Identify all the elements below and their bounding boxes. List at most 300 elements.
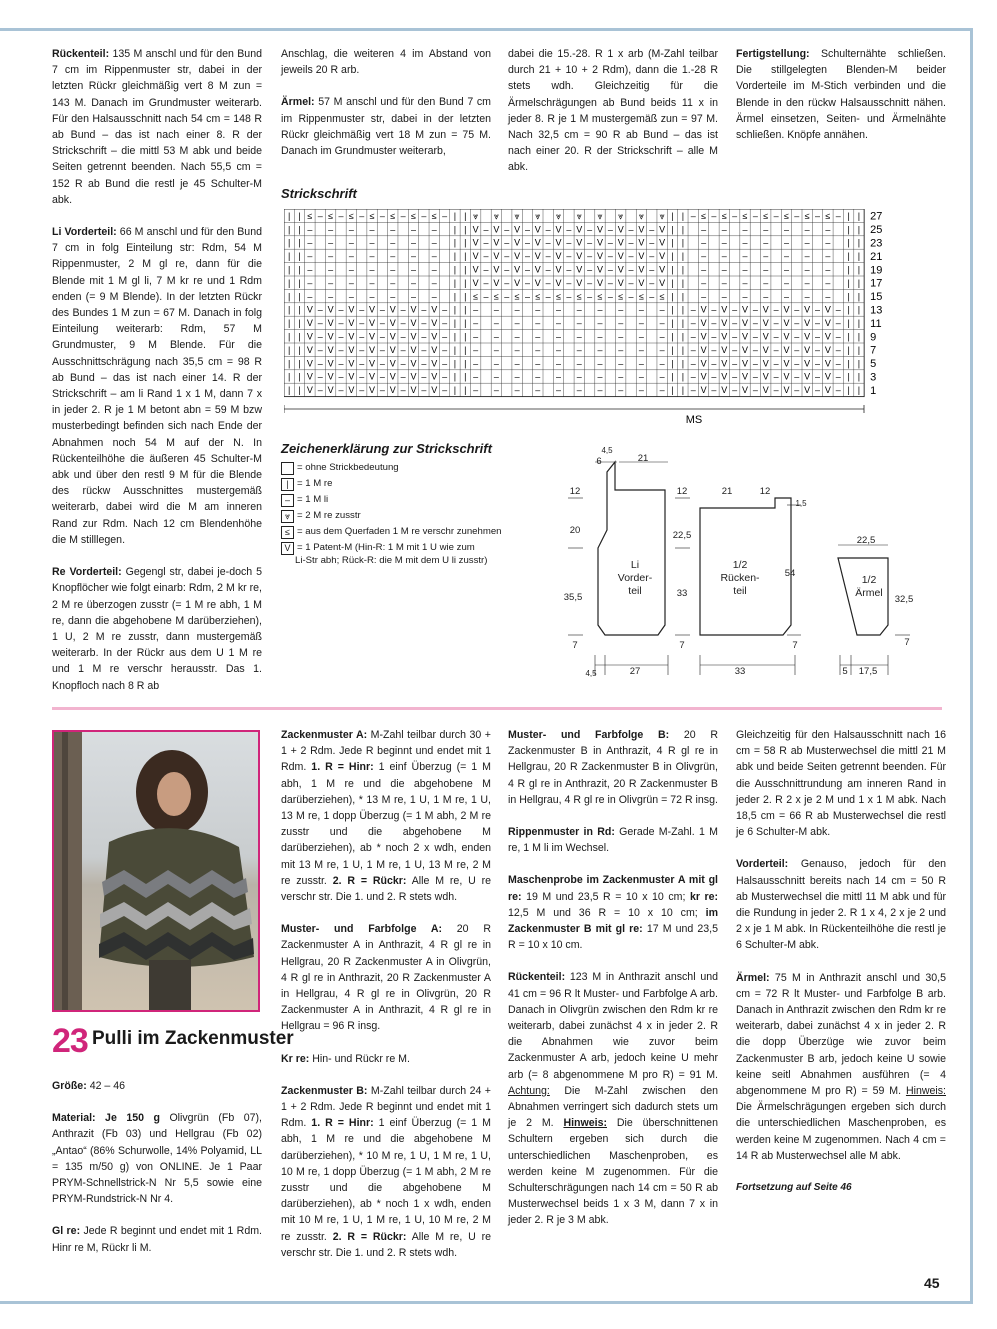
chart-cell-symbol: ⩔ — [493, 210, 499, 221]
legend-increase-symbol: ≤ — [281, 526, 294, 539]
chart-cell-symbol: – — [638, 344, 644, 355]
chart-cell-symbol: – — [317, 210, 323, 221]
chart-cell-symbol: | — [453, 277, 457, 288]
rueckenteil-b-text3: Die überschnittenen Schultern ergeben sich durch die unterschiedlichen Maschenproben, es werden keine M zugenommen. Für die Schulterschrägungen nach 14 cm = 50 R ab Musterwechsel beids 1 x 3 M, dann 7 x in jeder 2. R je 3 M abk. — [508, 1117, 718, 1227]
chart-cell-symbol: V — [534, 224, 541, 235]
chart-cell-symbol: – — [721, 277, 727, 288]
chart-cell-symbol: – — [566, 277, 572, 288]
front-piece-outline — [598, 462, 665, 635]
chart-cell-symbol: – — [815, 331, 821, 342]
chart-cell-symbol: V — [804, 344, 811, 355]
chart-cell-symbol: V — [472, 224, 479, 235]
chart-cell-symbol: | — [681, 277, 685, 288]
sleeve-piece-label: 1/2 Ärmel — [855, 574, 883, 599]
chart-cell-symbol: – — [711, 358, 717, 369]
chart-cell-symbol: – — [752, 318, 758, 329]
chart-cell-symbol: | — [288, 237, 291, 248]
chart-cell-symbol: V — [742, 344, 749, 355]
krre-text: Hin- und Rückr re M. — [312, 1052, 410, 1065]
chart-cell-symbol: – — [628, 237, 634, 248]
chart-cell-symbol: – — [328, 224, 334, 235]
chart-cell-symbol: – — [431, 264, 437, 275]
chart-cell-symbol: – — [701, 237, 707, 248]
chart-cell-symbol: – — [607, 251, 613, 262]
chart-cell-symbol: – — [400, 210, 406, 221]
chart-cell-symbol: | — [464, 344, 467, 355]
zackenmuster-a-text3: Alle M re, U re verschr str. Die 1. und 2. R stets wdh. — [281, 874, 492, 904]
chart-cell-symbol: – — [400, 358, 406, 369]
chart-cell-symbol: | — [857, 304, 861, 315]
chart-cell-symbol: ⩔ — [576, 210, 582, 221]
chart-cell-symbol: V — [514, 277, 521, 288]
chart-cell-symbol: – — [835, 318, 841, 329]
chart-cell-symbol: V — [472, 264, 479, 275]
dim-vt-35-5: 35,5 — [563, 592, 583, 603]
chart-cell-symbol: | — [464, 304, 467, 315]
chart-cell-symbol: – — [794, 304, 800, 315]
chart-cell-symbol: ≤ — [328, 210, 334, 221]
chart-cell-symbol: V — [596, 264, 603, 275]
re-vorderteil-text: Gegengl str, dabei je-doch 5 Knopflöcher wie folgt einarb: Rdm, 2 M kr re, 2 M re überzogen zusstr (= 1 M re abh, 1 M re, dann die abgehobene M darüberziehen), 1 U, 2 M re zusstr, dann mustergemäß weiterarb. In der Rückr aus dem U 1 M re und 1 M re verschr herausstr. Das 1. Knopfloch nach 8 R ab — [52, 566, 262, 692]
rueckenteil-b-heading: Rückenteil: — [508, 971, 566, 984]
chart-cell-symbol: V — [700, 385, 707, 396]
chart-cell-symbol: – — [338, 358, 344, 369]
chart-cell-symbol: V — [638, 237, 645, 248]
chart-cell-symbol: | — [671, 331, 674, 342]
chart-cell-symbol: | — [298, 304, 301, 315]
chart-cell-symbol: ≤ — [618, 291, 624, 302]
rueckenteil-text: 135 M anschl und für den Bund 7 cm im Rippenmuster str, dabei in der letzten Rückr gleichmäßig vert 8 M zun = 143 M. Danach im Grundmuster weiterarb. Für den Halsausschnitt nach 54 cm = 148 R ab Bund – das ist nach einer 8. R der Strickschrift – die mittl 53 M abk und beide Seiten getrennt beenden. Nach 55,5 cm = 152 R ab Bund die restl je 45 Schulter-M abk. — [52, 48, 262, 206]
chart-cell-symbol: V — [762, 371, 769, 382]
chart-cell-symbol: – — [524, 224, 530, 235]
chart-cell-symbol: – — [618, 344, 624, 355]
chart-cell-symbol: – — [545, 237, 551, 248]
chart-cell-symbol: – — [649, 224, 655, 235]
model-photo — [52, 730, 260, 1012]
chart-cell-symbol: – — [815, 304, 821, 315]
continuation-note: Fortsetzung auf Seite 46 — [736, 1182, 852, 1194]
chart-cell-symbol: – — [514, 358, 520, 369]
chart-cell-symbol: – — [348, 264, 354, 275]
chart-cell-symbol: | — [464, 331, 467, 342]
maschenprobe-text3: 17 M und 23,5 R = 10 x 10 cm. — [508, 923, 718, 952]
chart-cell-symbol: – — [328, 277, 334, 288]
chart-cell-symbol: – — [421, 331, 427, 342]
chart-cell-symbol: – — [587, 291, 593, 302]
dim-vt-6: 6 — [596, 456, 602, 467]
chart-cell-symbol: V — [327, 371, 334, 382]
chart-cell-symbol: – — [659, 344, 665, 355]
chart-cell-symbol: | — [298, 264, 301, 275]
chart-cell-symbol: V — [659, 224, 666, 235]
krre-heading: Kr re: — [281, 1052, 310, 1065]
chart-cell-symbol: – — [369, 224, 375, 235]
chart-cell-symbol: V — [742, 318, 749, 329]
chart-cell-symbol: – — [763, 224, 769, 235]
chart-cell-symbol: | — [681, 304, 685, 315]
chart-cell-symbol: – — [359, 344, 365, 355]
chart-cell-symbol: – — [535, 304, 541, 315]
dim-vt-22-5: 22,5 — [672, 530, 692, 541]
muster-farbfolge-b-text: 20 R Zackenmuster B in Anthrazit, 4 R gl re in Hellgrau, 20 R Zackenmuster B in Olivgrün, 4 R gl re in Anthrazit, 20 R Zackenmuster B in Hellgrau, 4 R gl re in Olivgrün = 72 R insg. — [508, 729, 718, 806]
chart-cell-symbol: V — [576, 224, 583, 235]
chart-cell-symbol: – — [369, 277, 375, 288]
chart-cell-symbol: | — [288, 210, 291, 221]
chart-cell-symbol: | — [298, 210, 301, 221]
chart-cell-symbol: V — [742, 385, 749, 396]
chart-cell-symbol: | — [681, 371, 685, 382]
chart-cell-symbol: | — [464, 251, 467, 262]
chart-cell-symbol: | — [453, 264, 457, 275]
muster-farbfolge-a-heading: Muster- und Farbfolge A: — [281, 923, 443, 936]
chart-cell-symbol: – — [473, 385, 479, 396]
chart-cell-symbol: | — [453, 291, 457, 302]
chart-cell-symbol: – — [825, 251, 831, 262]
chart-cell-symbol: – — [794, 385, 800, 396]
chart-cell-symbol: – — [576, 385, 582, 396]
zackenmuster-b-text3: Alle M re, U re verschr str. Die 1. und 2. R stets wdh. — [281, 1230, 492, 1259]
chart-cell-symbol: V — [659, 237, 666, 248]
chart-cell-symbol: – — [524, 291, 530, 302]
chart-cell-symbol: – — [618, 385, 624, 396]
chart-cell-symbol: ≤ — [825, 210, 831, 221]
chart-cell-symbol: – — [535, 358, 541, 369]
chart-cell-symbol: – — [835, 385, 841, 396]
chart-cell-symbol: | — [298, 371, 301, 382]
chart-cell-symbol: ≤ — [307, 210, 313, 221]
chart-cell-symbol: – — [607, 277, 613, 288]
chart-cell-symbol: V — [824, 304, 831, 315]
chart-cell-symbol: – — [400, 318, 406, 329]
chart-cell-symbol: – — [493, 344, 499, 355]
chart-cell-symbol: – — [410, 224, 417, 235]
chart-cell-symbol: ≤ — [369, 210, 375, 221]
chart-cell-symbol: | — [453, 344, 457, 355]
chart-cell-symbol: V — [534, 264, 541, 275]
muster-farbfolge-a-text: 20 R Zackenmuster A in Anthrazit, 4 R gl re in Hellgrau, 20 R Zackenmuster A in Olivgrün, 4 R gl re in Anthrazit, 20 R Zackenmuster A in Hellgrau, 4 R gl re in Olivgrün, 20 R Zackenmuster A in Anthrazit, 4 R gl re in Hellgrau = 96 R insg. — [281, 923, 491, 1033]
chart-cell-symbol: | — [847, 264, 850, 275]
chart-cell-symbol: – — [607, 264, 613, 275]
chart-cell-symbol: | — [857, 385, 861, 396]
chart-cell-symbol: V — [638, 277, 645, 288]
chart-cell-symbol: – — [752, 371, 758, 382]
chart-cell-symbol: V — [431, 385, 438, 396]
chart-cell-symbol: – — [421, 304, 427, 315]
chart-cell-symbol: V — [327, 344, 334, 355]
chart-cell-symbol: V — [410, 358, 417, 369]
chart-cell-symbol: – — [597, 371, 603, 382]
chart-cell-symbol: – — [711, 331, 717, 342]
chart-cell-symbol: – — [732, 371, 738, 382]
chart-cell-symbol: – — [783, 291, 789, 302]
chart-cell-symbol: – — [638, 331, 644, 342]
chart-cell-symbol: | — [857, 224, 861, 235]
chart-cell-symbol: | — [847, 237, 850, 248]
chart-cell-symbol: V — [369, 304, 376, 315]
chart-cell-symbol: V — [804, 358, 811, 369]
chart-cell-symbol: – — [773, 331, 779, 342]
chart-cell-symbol: – — [421, 371, 427, 382]
dim-vt-20: 20 — [569, 525, 581, 536]
chart-cell-symbol: V — [555, 251, 562, 262]
model-photo-illustration — [54, 732, 258, 1010]
chart-cell-symbol: – — [535, 385, 541, 396]
chart-cell-symbol: V — [514, 264, 521, 275]
chart-cell-symbol: V — [659, 277, 666, 288]
chart-cell-symbol: – — [473, 304, 479, 315]
chart-cell-symbol: V — [472, 251, 479, 262]
chart-cell-symbol: | — [298, 344, 301, 355]
chart-cell-symbol: | — [464, 210, 467, 221]
material-heading: Material: Je 150 g — [52, 1112, 160, 1125]
chart-cell-symbol: – — [815, 344, 821, 355]
chart-cell-symbol: – — [825, 237, 831, 248]
li-vorderteil-text: 66 M anschl und für den Bund 7 cm in folg Einteilung str: Rdm, 54 M Rippenmuster, 2 M gl re, dann für die Blende mit 1 M gl li, 7 M kr re und 1 Rdm enden (= 9 M Blende). In der letzten Rückr des Bundes 1 M zun = 67 M. Danach in folg Einteilung weiterarb: Rdm, 57 M Grundmuster, 9 M Blende. Für die Ausschnittschrägung nach 35,5 cm = 98 R ab Bund – das ist nach einer 14. R der Strickschrift – am li Rand 1 x 1 M, dann 7 x in jeder 2. R je 1 M betont abn = 59 M bzw musterbedingt befinden sich nach Ende der Abnahmen noch 54 M auf der N. In Rückenteilhöhe die äußeren 45 Schulter-M abk und über den restl 9 M für die Blende des rückw Ausschnittes mustergemäß weiterarb, dabei wird die M am inneren Rand zur Rdm. Nach 12 cm Blendenhöhe die M stilllegen. — [52, 226, 262, 546]
chart-cell-symbol: V — [306, 318, 313, 329]
chart-cell-symbol: – — [638, 358, 644, 369]
aermel-b-heading: Ärmel: — [736, 971, 770, 984]
chart-cell-symbol: | — [857, 251, 861, 262]
chart-cell-symbol: V — [659, 251, 666, 262]
chart-cell-symbol: V — [783, 304, 790, 315]
chart-cell-symbol: – — [742, 251, 748, 262]
zackenmuster-a-rueckr: 2. R = Rückr: — [332, 874, 407, 887]
chart-cell-symbol: – — [711, 210, 717, 221]
chart-cell-symbol: V — [369, 358, 376, 369]
chart-cell-symbol: – — [763, 264, 769, 275]
chart-cell-symbol: V — [576, 277, 583, 288]
chart-cell-symbol: – — [400, 371, 406, 382]
chart-cell-symbol: – — [307, 237, 313, 248]
chart-cell-symbol: V — [472, 237, 479, 248]
front-piece-label: Li Vorder-teil — [617, 559, 653, 597]
chart-cell-symbol: | — [464, 237, 467, 248]
chart-cell-symbol: – — [835, 304, 841, 315]
halsausschnitt-text: Gleichzeitig für den Halsausschnitt nach 16 cm = 58 R ab Musterwechsel die mittl 21 M abk und beide Seiten getrennt beenden. Für die Ausschnittrundung am inneren Rand in jeder 2. R 2 x je 2 M und 1 x 1 M abk. Nach 18,5 cm = 66 R ab Musterwechsel die restl je 6 Schulter-M abk. — [736, 729, 946, 839]
chart-cell-symbol: – — [732, 344, 738, 355]
chart-cell-symbol: – — [607, 224, 613, 235]
chart-cell-symbol: – — [390, 237, 396, 248]
chart-cell-symbol: | — [857, 318, 861, 329]
chart-cell-symbol: | — [453, 371, 457, 382]
chart-cell-symbol: V — [555, 277, 562, 288]
chart-cell-symbol: ⩔ — [597, 210, 603, 221]
chart-cell-symbol: ⩔ — [659, 210, 665, 221]
chart-cell-symbol: – — [835, 331, 841, 342]
chart-cell-symbol: | — [288, 291, 291, 302]
chart-cell-symbol: V — [369, 331, 376, 342]
chart-cell-symbol: V — [783, 318, 790, 329]
chart-cell-symbol: – — [556, 385, 562, 396]
chart-cell-symbol: | — [671, 344, 674, 355]
groesse-heading: Größe: — [52, 1080, 87, 1092]
chart-cell-symbol: | — [681, 318, 685, 329]
chart-cell-symbol: | — [857, 371, 861, 382]
chart-cell-symbol: – — [390, 264, 396, 275]
chart-cell-symbol: – — [576, 371, 582, 382]
chart-cell-symbol: – — [628, 224, 634, 235]
chart-cell-symbol: V — [514, 251, 521, 262]
chart-cell-symbol: – — [587, 264, 593, 275]
chart-cell-symbol: – — [317, 331, 323, 342]
chart-cell-symbol: ≤ — [556, 291, 562, 302]
dim-rt-7: 7 — [792, 640, 798, 651]
chart-cell-symbol: – — [400, 344, 406, 355]
chart-cell-symbol: V — [348, 344, 355, 355]
chart-cell-symbol: V — [596, 251, 603, 262]
legend-title: Zeichenerklärung zur Strickschrift — [281, 441, 492, 456]
chart-cell-symbol: – — [410, 264, 417, 275]
rippenmuster-heading: Rippenmuster in Rd: — [508, 826, 615, 839]
chart-cell-symbol: ≤ — [493, 291, 499, 302]
chart-row-number: 27 — [870, 210, 883, 223]
chart-cell-symbol: – — [483, 277, 489, 288]
chart-cell-symbol: V — [327, 358, 334, 369]
chart-cell-symbol: | — [681, 358, 685, 369]
chart-cell-symbol: V — [638, 264, 645, 275]
chart-cell-symbol: – — [638, 304, 644, 315]
chart-cell-symbol: – — [794, 371, 800, 382]
chart-cell-symbol: – — [638, 318, 644, 329]
chart-cell-symbol: | — [671, 385, 674, 396]
chart-cell-symbol: ≤ — [597, 291, 603, 302]
chart-cell-symbol: | — [298, 237, 301, 248]
chart-cell-symbol: | — [671, 291, 674, 302]
chart-cell-symbol: – — [742, 291, 748, 302]
zackenmuster-b-hinr: 1. R = Hinr: — [311, 1117, 374, 1130]
back-piece-label: 1/2 Rücken-teil — [720, 559, 760, 597]
chart-cell-symbol: – — [649, 237, 655, 248]
chart-cell-symbol: | — [681, 210, 685, 221]
chart-cell-symbol: | — [681, 237, 685, 248]
chart-cell-symbol: – — [701, 264, 707, 275]
chart-cell-symbol: V — [369, 371, 376, 382]
chart-cell-symbol: – — [338, 304, 344, 315]
rueckenteil-heading: Rückenteil: — [52, 48, 110, 60]
chart-cell-symbol: V — [389, 358, 396, 369]
chart-cell-symbol: – — [618, 318, 624, 329]
chart-cell-symbol: V — [306, 331, 313, 342]
chart-cell-symbol: – — [421, 358, 427, 369]
chart-cell-symbol: – — [379, 318, 385, 329]
zackenmuster-b-rueckr: 2. R = Rückr: — [332, 1230, 407, 1243]
chart-cell-symbol: ≤ — [348, 210, 354, 221]
strickschrift-title: Strickschrift — [281, 186, 357, 201]
schematics — [555, 440, 935, 690]
chart-cell-symbol: – — [473, 331, 479, 342]
chart-cell-symbol: – — [566, 237, 572, 248]
chart-cell-symbol: – — [752, 304, 758, 315]
legend-knit-symbol: | — [281, 478, 294, 491]
chart-cell-symbol: – — [732, 385, 738, 396]
chart-cell-symbol: – — [431, 251, 437, 262]
chart-row-number: 5 — [870, 358, 877, 371]
chart-cell-symbol: – — [752, 210, 758, 221]
chart-cell-symbol: – — [732, 304, 738, 315]
legend-item — [281, 460, 502, 476]
chart-cell-symbol: – — [711, 371, 717, 382]
chart-cell-symbol: V — [534, 277, 541, 288]
chart-cell-symbol: ⩔ — [514, 210, 520, 221]
chart-cell-symbol: – — [690, 358, 696, 369]
chart-cell-symbol: – — [607, 291, 613, 302]
chart-cell-symbol: – — [483, 264, 489, 275]
chart-cell-symbol: V — [514, 237, 521, 248]
chart-cell-symbol: – — [524, 277, 530, 288]
chart-cell-symbol: V — [348, 304, 355, 315]
chart-cell-symbol: – — [794, 331, 800, 342]
pattern-number: 23 — [52, 1022, 88, 1060]
chart-cell-symbol: V — [742, 331, 749, 342]
chart-cell-symbol: – — [815, 385, 821, 396]
dim-ae-17-5: 17,5 — [858, 666, 878, 677]
chart-cell-symbol: – — [752, 344, 758, 355]
chart-cell-symbol: V — [700, 358, 707, 369]
chart-cell-symbol: | — [681, 251, 685, 262]
chart-cell-symbol: | — [671, 237, 674, 248]
chart-cell-symbol: – — [359, 304, 365, 315]
chart-cell-symbol: – — [514, 385, 520, 396]
chart-cell-symbol: | — [464, 358, 467, 369]
chart-cell-symbol: – — [338, 385, 344, 396]
chart-cell-symbol: ≤ — [411, 210, 416, 221]
chart-cell-symbol: | — [847, 344, 850, 355]
chart-cell-symbol: – — [732, 358, 738, 369]
chart-cell-symbol: – — [379, 304, 385, 315]
chart-cell-symbol: – — [649, 251, 655, 262]
chart-cell-symbol: | — [453, 210, 457, 221]
maschenprobe-heading: Maschenprobe im Zackenmuster A mit gl re: — [508, 874, 718, 903]
chart-cell-symbol: – — [721, 224, 727, 235]
chart-cell-symbol: V — [617, 251, 624, 262]
chart-cell-symbol: V — [306, 371, 313, 382]
chart-cell-symbol: ≤ — [514, 291, 520, 302]
chart-cell-symbol: – — [618, 358, 624, 369]
bottom-column-2 — [281, 727, 491, 1277]
rippenmuster-text: Gerade M-Zahl. 1 M re, 1 M li im Wechsel. — [508, 826, 718, 855]
chart-cell-symbol: – — [390, 291, 396, 302]
chart-cell-symbol: V — [306, 358, 313, 369]
chart-cell-symbol: V — [804, 304, 811, 315]
chart-cell-symbol: – — [328, 251, 334, 262]
chart-cell-symbol: V — [783, 344, 790, 355]
chart-cell-symbol: | — [298, 224, 301, 235]
chart-cell-symbol: – — [504, 264, 510, 275]
chart-cell-symbol: – — [638, 385, 644, 396]
chart-cell-symbol: ≤ — [701, 210, 707, 221]
chart-cell-symbol: V — [410, 344, 417, 355]
chart-cell-symbol: | — [857, 277, 861, 288]
chart-cell-symbol: – — [359, 210, 365, 221]
top-column-3 — [508, 46, 718, 192]
chart-cell-symbol: V — [389, 371, 396, 382]
chart-cell-symbol: – — [442, 371, 448, 382]
chart-cell-symbol: | — [288, 371, 291, 382]
chart-cell-symbol: – — [421, 344, 427, 355]
chart-cell-symbol: – — [815, 318, 821, 329]
chart-cell-symbol: – — [431, 277, 437, 288]
chart-cell-symbol: | — [681, 331, 685, 342]
dim-rt-54: 54 — [784, 568, 796, 579]
chart-cell-symbol: – — [783, 237, 789, 248]
chart-row-number: 17 — [870, 277, 883, 290]
chart-cell-symbol: V — [783, 385, 790, 396]
chart-cell-symbol: – — [587, 237, 593, 248]
maschenprobe-text2: 12,5 M und 36 R = 10 x 10 cm; — [508, 906, 698, 919]
chart-cell-symbol: V — [493, 224, 500, 235]
chart-cell-symbol: | — [847, 251, 850, 262]
chart-cell-symbol: – — [348, 237, 354, 248]
